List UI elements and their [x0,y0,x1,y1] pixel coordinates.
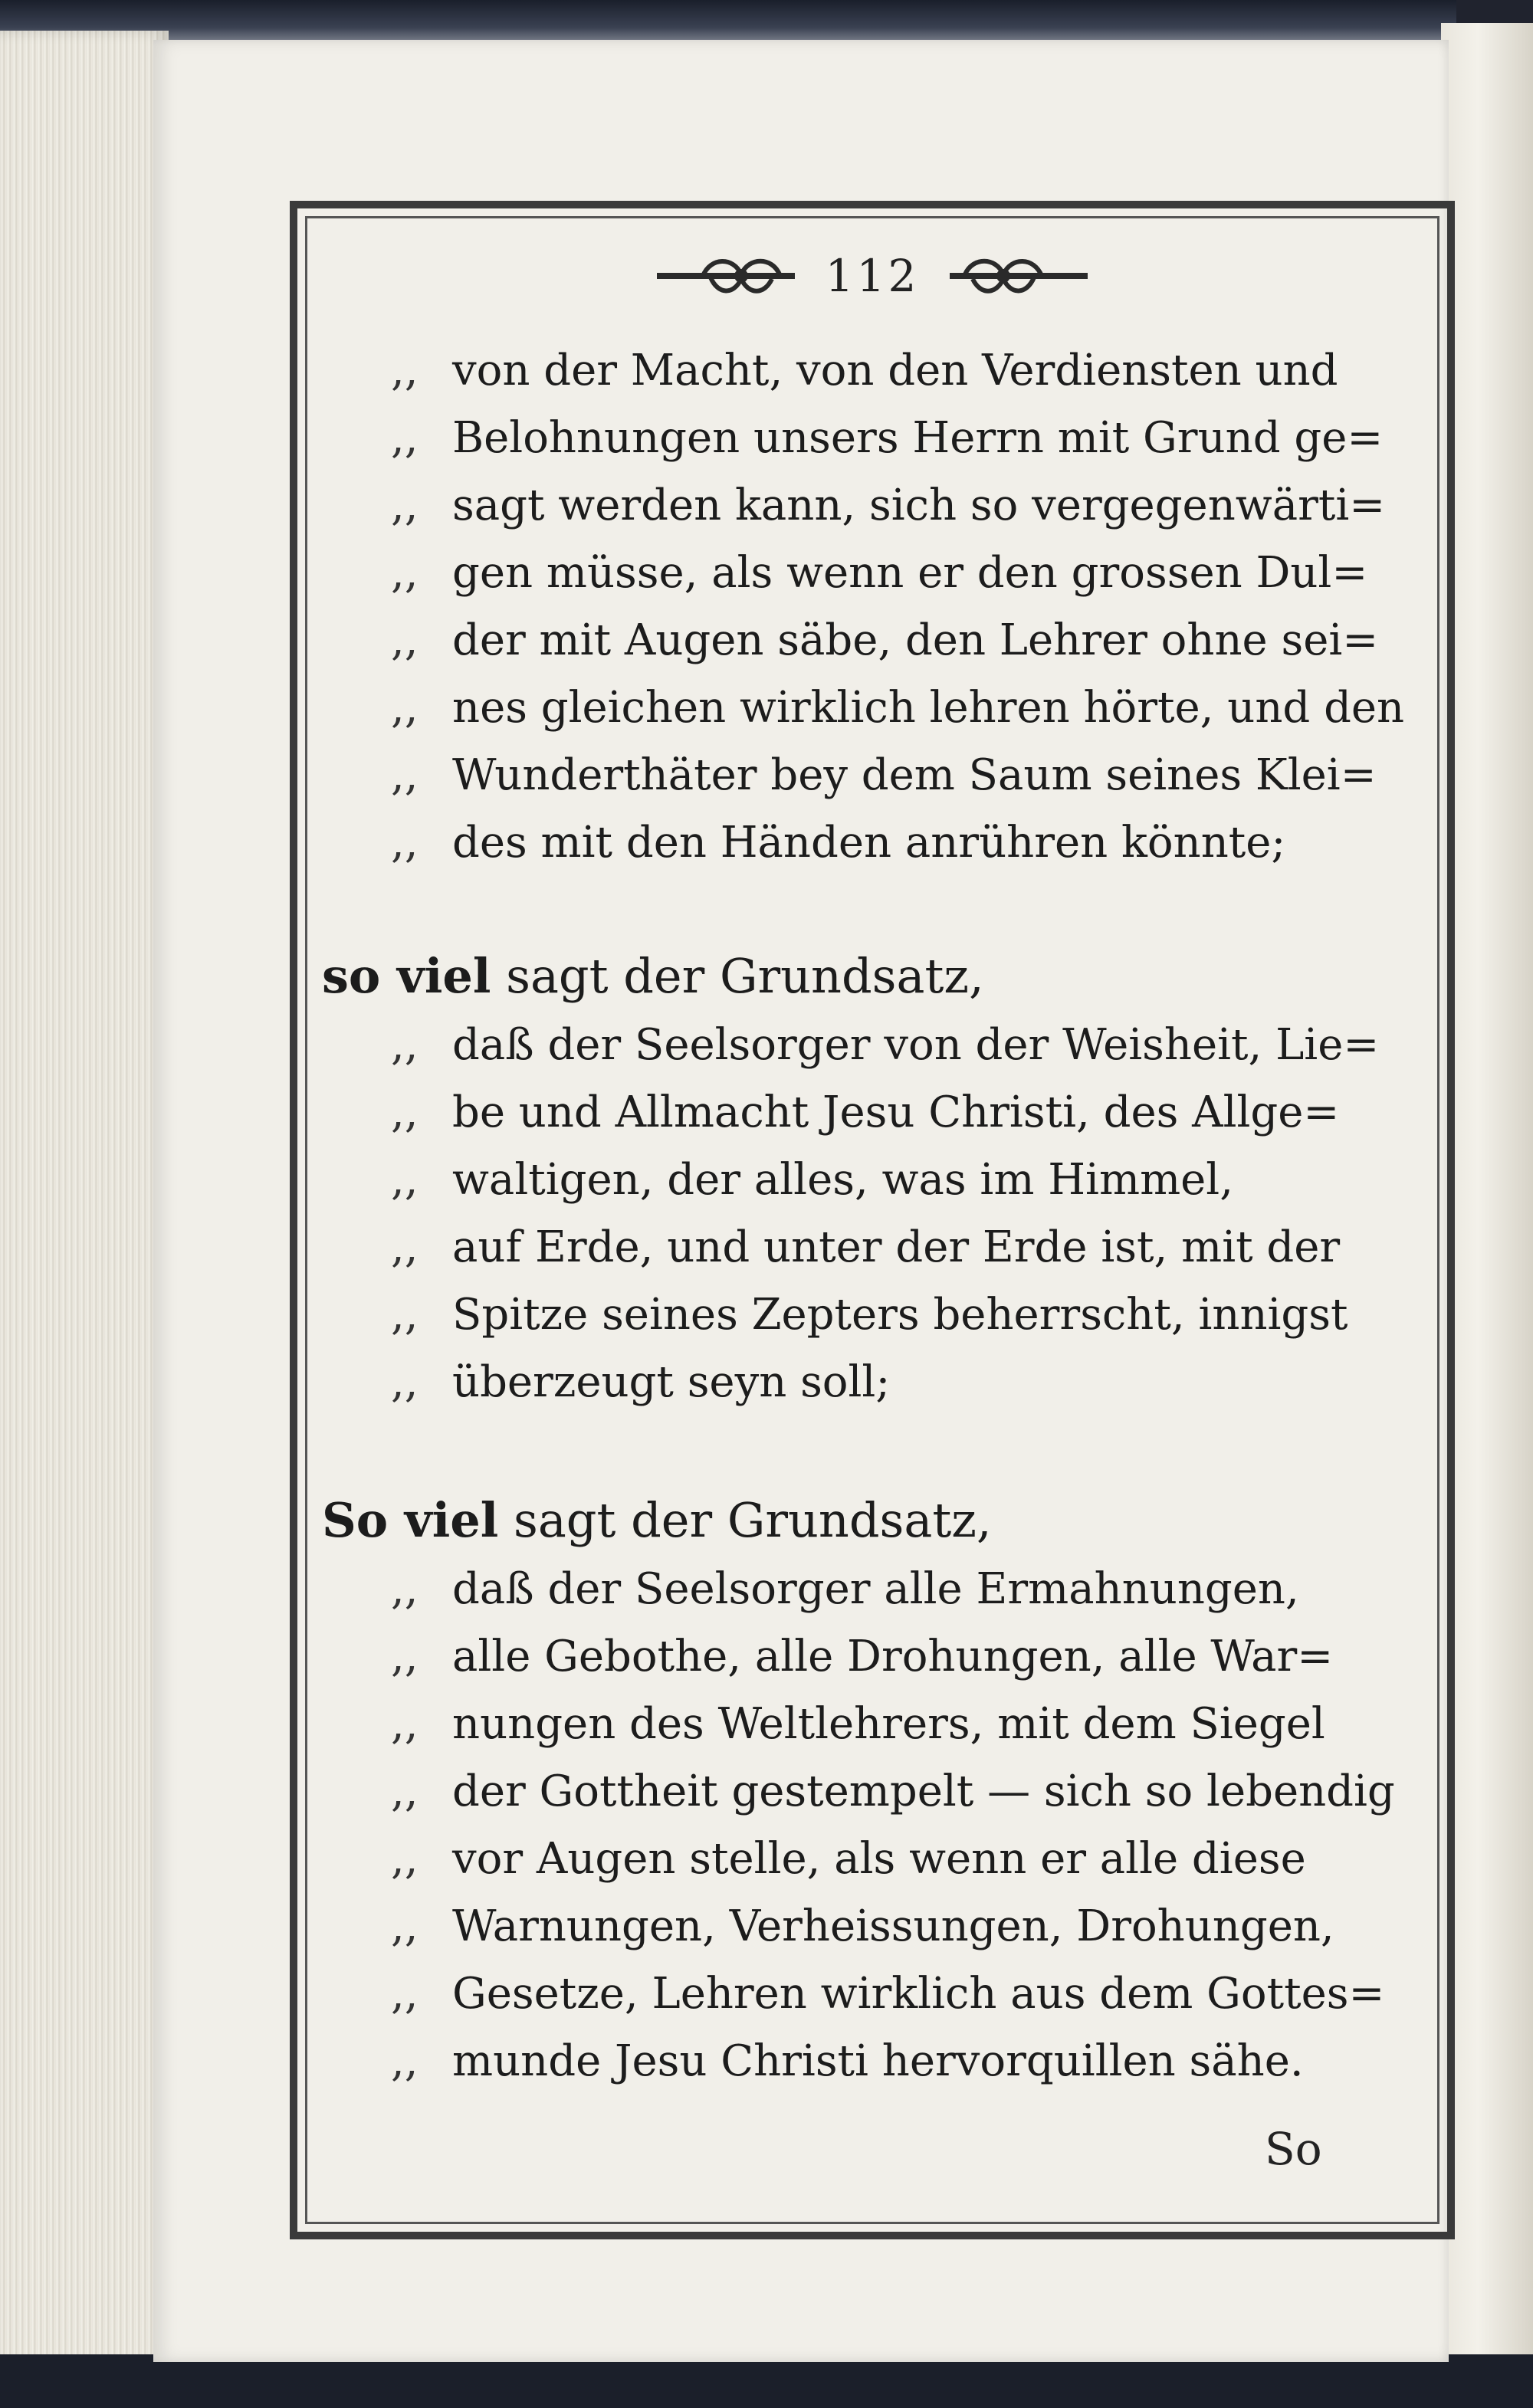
quote-mark: ,, [391,1699,419,1749]
quote-mark: ,, [391,1901,419,1951]
text-line [391,2028,1304,2095]
line-text: Spitze seines Zepters beherrscht, innigst [452,1290,1348,1340]
quote-mark: ,, [391,1155,419,1205]
paragraph-lead [322,1487,992,1554]
book-cover-bottom [0,2354,1533,2408]
quote-mark: ,, [391,1357,419,1407]
text-line [391,1691,1325,1758]
quote-mark: ,, [391,2036,419,2086]
lead-bold: So viel [322,1492,499,1548]
line-text: nungen des Weltlehrers, mit dem Siegel [452,1699,1325,1749]
left-ornament-icon [657,253,795,299]
text-line [391,1349,890,1416]
page-header [305,245,1439,307]
line-text: sagt werden kann, sich so vergegenwärti= [452,481,1386,530]
text-line [391,337,1338,405]
line-text: Wunderthäter bey dem Saum seines Klei= [452,750,1377,800]
lead-text: sagt der Grundsatz, [498,1492,992,1548]
line-text: alle Gebothe, alle Drohungen, alle War= [452,1632,1334,1681]
book-cover-top [0,0,1456,46]
text-line [391,1623,1333,1691]
line-text: vor Augen stelle, als wenn er alle diese [452,1834,1306,1884]
quote-mark: ,, [391,1834,419,1884]
quote-mark: ,, [391,548,419,598]
line-text: der mit Augen säbe, den Lehrer ohne sei= [452,615,1379,665]
line-text: nes gleichen wirklich lehren hörte, und den [452,683,1405,733]
quote-mark: ,, [391,346,419,395]
quote-mark: ,, [391,818,419,868]
quote-mark: ,, [391,481,419,530]
right-page-edge [1441,23,1533,2408]
quote-mark: ,, [391,1632,419,1681]
line-text: der Gottheit gestempelt — sich so lebendig [452,1767,1395,1816]
text-line [391,674,1404,742]
text-line [391,1147,1233,1214]
page-number: 112 [825,250,920,302]
text-line [391,405,1383,472]
line-text: auf Erde, und unter der Erde ist, mit der [452,1222,1341,1272]
quote-mark: ,, [391,683,419,733]
line-text: des mit den Händen anrühren könnte; [452,818,1286,868]
text-line [391,1758,1395,1826]
line-text: Gesetze, Lehren wirklich aus dem Gottes= [452,1969,1385,2019]
text-line [391,1079,1339,1147]
quote-mark: ,, [391,1969,419,2019]
text-line [391,1556,1299,1623]
text-line [391,1960,1384,2028]
line-text: Warnungen, Verheissungen, Drohungen, [452,1901,1334,1951]
text-line [391,1214,1340,1281]
lead-bold: so viel [322,948,491,1004]
quote-mark: ,, [391,750,419,800]
quote-mark: ,, [391,1088,419,1137]
quote-mark: ,, [391,1767,419,1816]
line-text: Belohnungen unsers Herrn mit Grund ge= [452,413,1384,463]
quote-mark: ,, [391,1290,419,1340]
left-page-stack [0,31,169,2376]
text-line [391,1893,1334,1960]
line-text: von der Macht, von den Verdiensten und [452,346,1338,395]
text-line [391,472,1385,540]
text-line [391,809,1285,877]
line-text: munde Jesu Christi hervorquillen sähe. [452,2036,1304,2086]
quote-mark: ,, [391,1222,419,1272]
line-text: waltigen, der alles, was im Himmel, [452,1155,1234,1205]
quote-mark: ,, [391,1564,419,1614]
lead-text: sagt der Grundsatz, [491,948,984,1004]
text-line [391,607,1378,674]
text-line [391,1012,1379,1079]
line-text: gen müsse, als wenn er den grossen Dul= [452,548,1368,598]
text-line [391,540,1367,607]
text-line [391,1826,1306,1893]
quote-mark: ,, [391,615,419,665]
line-text: überzeugt seyn soll; [452,1357,891,1407]
catchword: So [1265,2123,1322,2175]
right-ornament-icon [950,253,1088,299]
line-text: be und Allmacht Jesu Christi, des Allge= [452,1088,1340,1137]
quote-mark: ,, [391,1020,419,1070]
line-text: daß der Seelsorger von der Weisheit, Lie= [452,1020,1380,1070]
paragraph-lead [322,943,984,1010]
text-line [391,1281,1348,1349]
quote-mark: ,, [391,413,419,463]
line-text: daß der Seelsorger alle Ermahnungen, [452,1564,1299,1614]
text-line [391,742,1377,809]
